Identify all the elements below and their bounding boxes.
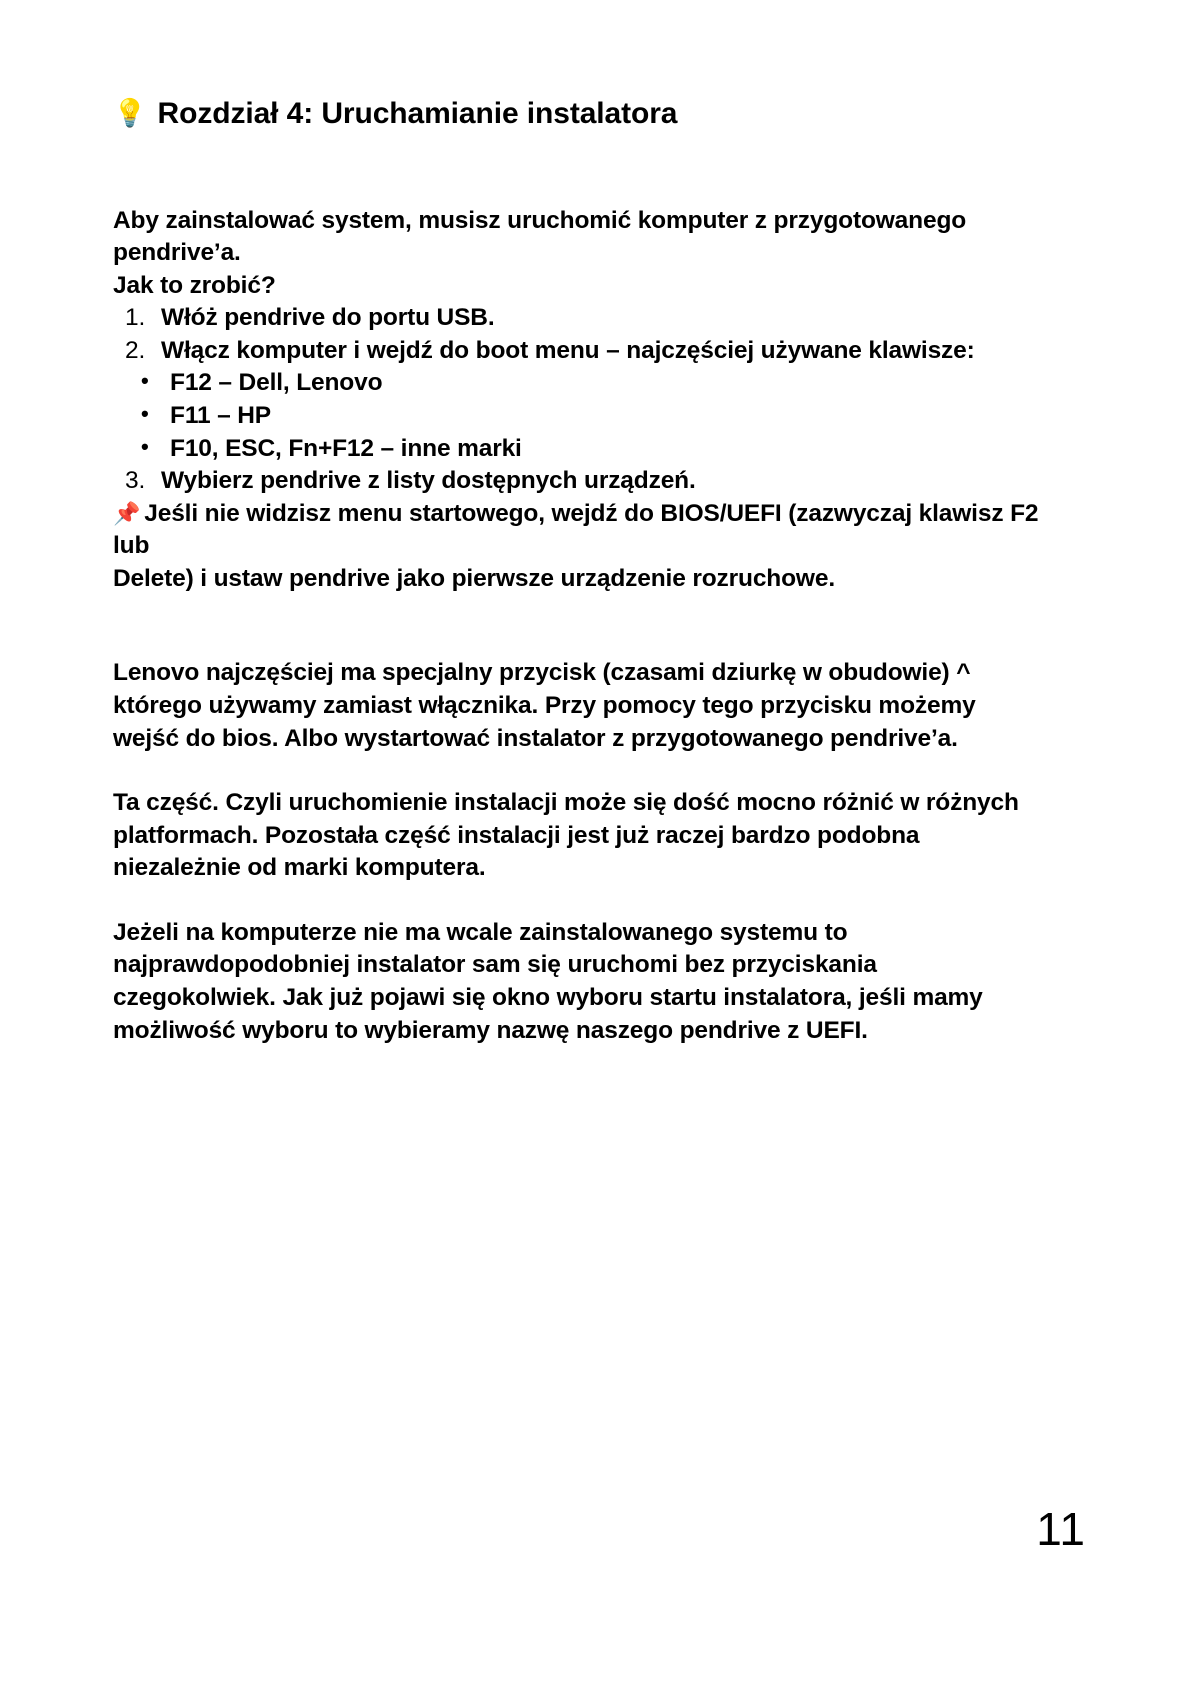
platforms-line-2: platformach. Pozostała część instalacji jest już raczej bardzo podobna — [113, 821, 920, 849]
bios-note-text-1: Jeśli nie widzisz menu startowego, wejdź do BIOS/UEFI (zazwyczaj klawisz F2 lub — [113, 499, 1039, 560]
autostart-line-4: możliwość wyboru to wybieramy nazwę naszego pendrive z UEFI. — [113, 1016, 868, 1044]
bios-note-line-2: Delete) i ustaw pendrive jako pierwsze urządzenie rozruchowe. — [113, 564, 835, 592]
platforms-line-1: Ta część. Czyli uruchomienie instalacji może się dość mocno różnić w różnych — [113, 789, 1019, 817]
page-number: 11 — [1036, 1503, 1086, 1555]
bios-note-line-1 — [113, 498, 1078, 563]
boot-keys-list — [113, 367, 1078, 465]
section-gap-2 — [113, 755, 1078, 787]
pushpin-icon: 📌 — [113, 500, 141, 526]
section-gap-3 — [113, 885, 1078, 917]
lenovo-line-2: którego używamy zamiast włącznika. Przy pomocy tego przycisku możemy — [113, 692, 976, 720]
autostart-paragraph — [113, 917, 1078, 1047]
light-bulb-icon: 💡 — [113, 98, 147, 129]
section-gap-1 — [113, 595, 1078, 657]
platforms-paragraph — [113, 787, 1078, 885]
intro-line-1: Aby zainstalować system, musisz uruchomić komputer z przygotowanego pendrive’a. — [113, 206, 967, 267]
list-item-key-3: • F10, ESC, Fn+F12 – inne marki — [113, 433, 1078, 466]
page-title — [113, 95, 1078, 133]
boot-steps-list — [113, 302, 1078, 367]
lenovo-line-3: wejść do bios. Albo wystartować instalator z przygotowanego pendrive’a. — [113, 724, 958, 752]
boot-steps-list-continued — [113, 465, 1078, 498]
platforms-line-3: niezależnie od marki komputera. — [113, 854, 486, 882]
list-item-key-2: • F11 – HP — [113, 400, 1078, 433]
autostart-line-2: najprawdopodobniej instalator sam się uruchomi bez przyciskania — [113, 951, 877, 979]
list-item-step-3: 3. Wybierz pendrive z listy dostępnych urządzeń. — [113, 465, 1078, 498]
list-item-key-1: • F12 – Dell, Lenovo — [113, 367, 1078, 400]
page-title-text: Rozdział 4: Uruchamianie instalatora — [157, 97, 678, 130]
page-content — [113, 95, 1078, 1047]
list-item-step-2: Włącz komputer i wejdź do boot menu – najczęściej używane klawisze: — [161, 336, 975, 364]
intro-block — [113, 205, 1078, 596]
lenovo-line-1: Lenovo najczęściej ma specjalny przycisk (czasami dziurkę w obudowie) ^ — [113, 659, 971, 687]
autostart-line-1: Jeżeli na komputerze nie ma wcale zainstalowanego systemu to — [113, 918, 848, 946]
list-item-step-1: Włóż pendrive do portu USB. — [161, 304, 495, 332]
lenovo-paragraph — [113, 657, 1078, 755]
intro-line-2: Jak to zrobić? — [113, 271, 276, 299]
autostart-line-3: czegokolwiek. Jak już pojawi się okno wyboru startu instalatora, jeśli mamy — [113, 984, 983, 1012]
